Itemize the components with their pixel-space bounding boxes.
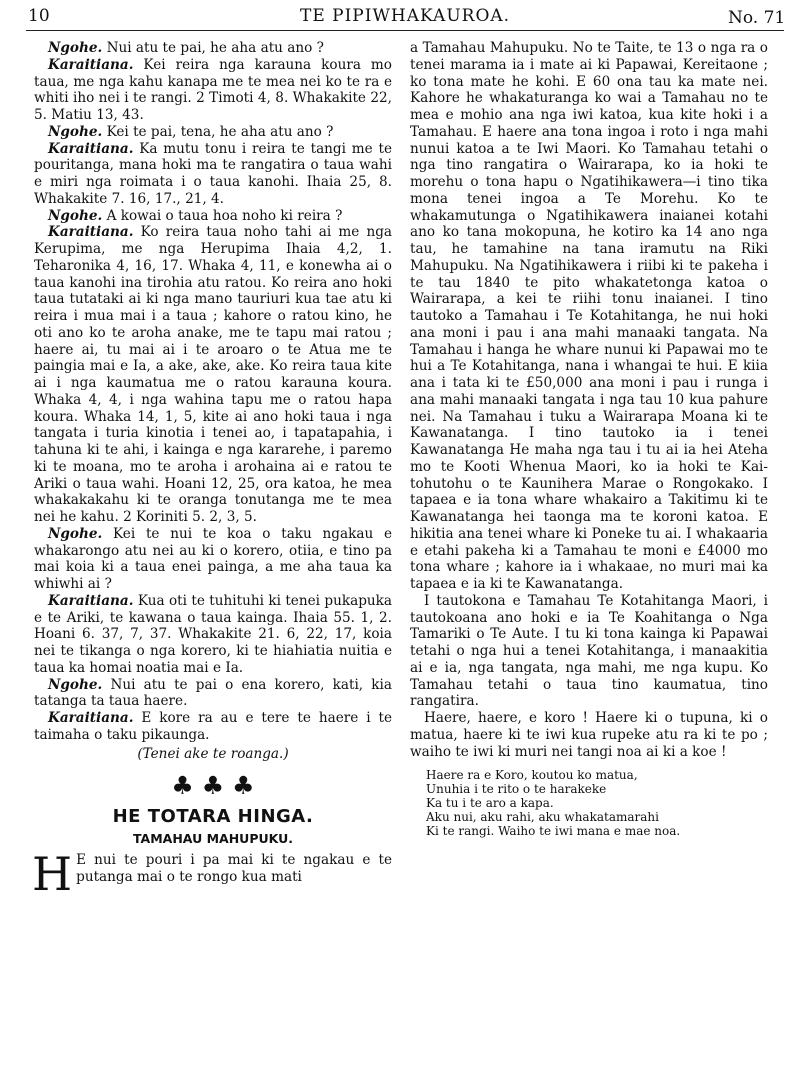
article-opening <box>32 847 392 902</box>
continued-note: (Tenei ake te roanga.) <box>137 745 289 762</box>
page-number: 10 <box>28 6 50 26</box>
dialogue-text: Kei reira nga karauna koura mo taua, me nga kahu kanapa me te mea nei ko te ra e whiti iho nei i te rangi. 2 Timoti 4, 8. Whakakite 22, 5. Matiu 13, 43. <box>34 56 392 123</box>
poem-line: Ki te rangi. Waiho te iwi mana e mae noa. <box>426 824 681 839</box>
speaker-label: Karaitiana. <box>48 224 134 241</box>
poem-line: Haere ra e Koro, koutou ko matua, <box>426 768 638 783</box>
header-rule <box>26 30 784 31</box>
dialogue-paragraph <box>34 208 392 225</box>
poem-line: Ka tu i te aro a kapa. <box>426 796 554 811</box>
article-opening-text: E nui te pouri i pa mai ki te ngakau e te putanga mai o te rongo kua mati <box>76 852 392 885</box>
dialogue-text: E kore ra au e tere te haere i te taimaha o taku pikaunga. <box>34 710 392 743</box>
dialogue-paragraph <box>34 40 392 57</box>
article-paragraph: a Tamahau Mahupuku. No te Taite, te 13 o nga ra o tenei marama ia i mate ai ki Papawai, Kereitaone ; ko tona mate he kohi. E 60 ona tau ka mate nei. Kahore he whakaturanga ko wai a Tamahau no te mea e mohio ana nga iwi katoa, kua kite hoki i a Tamahau. E haere ana tona ingoa i roto i nga mahi nunui katoa a te Iwi Maori. Ko Tamahau tetahi o nga tino rangatira o Wairarapa, ko ia hoki te morehu o tona hapu o Ngatihikawera—i tino tika mona tenei ingoa a Te Morehu. Ko te whakamutunga o Ngatihikawera inaianei kotahi ano ko tana mokopuna, he kotiro ka 14 ano nga tau, he tamahine na tana iramutu na Riki Mahupuku. Na Ngatihikawera i riibi ki te pakeha i te tau 1840 te pito whakatetonga katoa o Wairarapa, a kei te riihi tonu inaianei. I tino tautoko a Tamahau i Te Kotahitanga, he nui hoki ana moni i pau i ana mahi manaaki tangata. Na Tamahau i hanga he whare nunui ki Papawai mo te hui a Te Kotahitanga, nana i whangai te hui. E kiia ana i tata ki te £50,000 ana moni i pau i runga i ana mahi manaaki tangata i nga tau 10 kua pahure nei. Na Tamahau i tuku a Wairarapa Moana ki te Kawanatanga. I tino tautoko ia i tenei Kawanatanga He maha nga tau i tu ai ia hei Ateha mo te Kooti Whenua Maori, ko ia hoki te Kai-tohutohu o te Kaunihera Marae o Rongokako. I tapaea e ia tona whare whakairo a Takitimu ki te Kawanatanga hei taonga ma te koroni katoa. E hikitia ana tenei whare ki Poneke tu ai. I whakaaria e etahi pakeha ki a Tamahau te moni e £4000 mo tona whare ; kahore ia i whakaae, no muri mai ka tapaea e ia ki te Kawanatanga. <box>410 40 768 592</box>
right-column <box>410 40 768 838</box>
dialogue-text: Nui atu te pai, he aha atu ano ? <box>106 40 324 56</box>
drop-cap: H <box>32 847 73 902</box>
publication-title: TE PIPIWHAKAUROA. <box>300 6 511 26</box>
dialogue-text: Kei te pai, tena, he aha atu ano ? <box>106 123 334 140</box>
left-column <box>32 40 393 902</box>
dialogue-paragraph <box>34 710 392 744</box>
dialogue-text: Kua oti te tuhituhi ki tenei pukapuka e te Ariki, te kawana o taua kainga. Ihaia 55. 1, 2. Hoani 6. 37, 7, 37. Whakakite 21. 6, 22, 17, koia nei te tikanga o nga korero, ki te hiahiatia nuitia e taua ka homai noatia mai e Ia. <box>34 592 393 676</box>
dialogue-text: Kei te nui te koa o taku ngakau e whakarongo atu nei au ki o korero, otiia, e tino pa mai koia ki a taua enei painga, a me aha taua ka whiwhi ai ? <box>34 525 392 592</box>
dialogue-text: Ka mutu tonu i reira te tangi me te pouritanga, mana hoki ma te rangatira o taua wahi e miri nga roimata i o taua kanohi. Ihaia 25, 8. Whakakite 7. 16, 17., 21, 4. <box>34 140 392 207</box>
speaker-label: Ngohe. <box>48 525 103 542</box>
poem-line: Unuhia i te rito o te harakeke <box>426 782 607 797</box>
speaker-label: Karaitiana. <box>48 56 134 73</box>
speaker-label: Ngohe. <box>48 207 103 224</box>
article-paragraph: I tautokona e Tamahau Te Kotahitanga Maori, i tautokoana ano hoki e ia Te Koahitanga o Nga Tamariki o Te Aute. I tu ki tona kainga ki Papawai tetahi o nga hui a tenei Kotahitanga, i manaakitia ai e ia, nga tangata, nga mahi, me nga kupu. Ko Tamahau tetahi o taua tino kaumatua, tino rangatira. <box>410 592 768 710</box>
dialogue-paragraph <box>34 224 392 526</box>
speaker-label: Ngohe. <box>48 40 103 56</box>
dialogue-paragraph <box>34 593 392 677</box>
article-subtitle: TAMAHAU MAHUPUKU. <box>133 831 293 847</box>
dialogue-paragraph <box>34 124 392 141</box>
speaker-label: Ngohe. <box>48 123 103 140</box>
dialogue-paragraph <box>34 677 392 711</box>
page-header <box>0 0 794 40</box>
speaker-label: Ngohe. <box>48 676 103 693</box>
dialogue-text: A kowai o taua hoa noho ki reira ? <box>106 207 343 224</box>
speaker-label: Karaitiana. <box>48 710 134 726</box>
dialogue-paragraph <box>34 526 392 593</box>
dialogue-paragraph <box>34 141 392 208</box>
dialogue-text: Ko reira taua noho tahi ai me nga Kerupima, me nga Herupima Ihaia 4,2, 1. Teharonika 4, 16, 17. Whaka 4, 11, e konewha ai o taua kanohi ina tirohia atu ratou. Ko reira ano hoki taua tutataki ai ki nga mano tauriuri kua tae atu ki reira i mua mai i a taua ; kahore o ratou kino, he oti ano ko te aroha anake, me te tapu mai ratou ; haere ai, tu mai ai i te aroaro o te Atua me te paingia mai e Ia, a ake, ake, ake. Ko reira taua kite ai i nga kaumatua me o ratou karauna koura. Whaka 4, 4, i nga wahina tapu me o ratou hapa koura. Whaka 14, 1, 5, kite ai ano hoki taua i nga tangata i turia kinotia i tenei ao, i tapatapahia, i tahuna ki te ahi, i kainga e nga kararehe, i paremo ki te moana, mo te aroha i arohaina ai e ratou te Ariki o taua wahi. Hoani 12, 25, ora katoa, he mea whakakakahu ki te oranga tonutanga me te mea nei he kahu. 2 Koriniti 5. 2, 3, 5. <box>34 224 393 525</box>
article-paragraph: Haere, haere, e koro ! Haere ki o tupuna, ki o matua, haere ki te iwi kua rupeke atu ra ki te po ; waiho te iwi ki muri nei tangi noa ai ki a koe ! <box>410 710 768 760</box>
dialogue-paragraph <box>34 57 392 124</box>
speaker-label: Karaitiana. <box>48 592 134 609</box>
issue-number: No. 71 <box>728 8 786 28</box>
lament-poem <box>426 768 768 838</box>
article-title: HE TOTARA HINGA. <box>112 806 314 828</box>
dialogue-text: Nui atu te pai o ena korero, kati, kia tatanga ta taua haere. <box>34 676 392 710</box>
club-ornament: ♣ ♣ ♣ <box>171 771 255 801</box>
speaker-label: Karaitiana. <box>48 140 134 157</box>
poem-line: Aku nui, aku rahi, aku whakatamarahi <box>426 810 659 825</box>
